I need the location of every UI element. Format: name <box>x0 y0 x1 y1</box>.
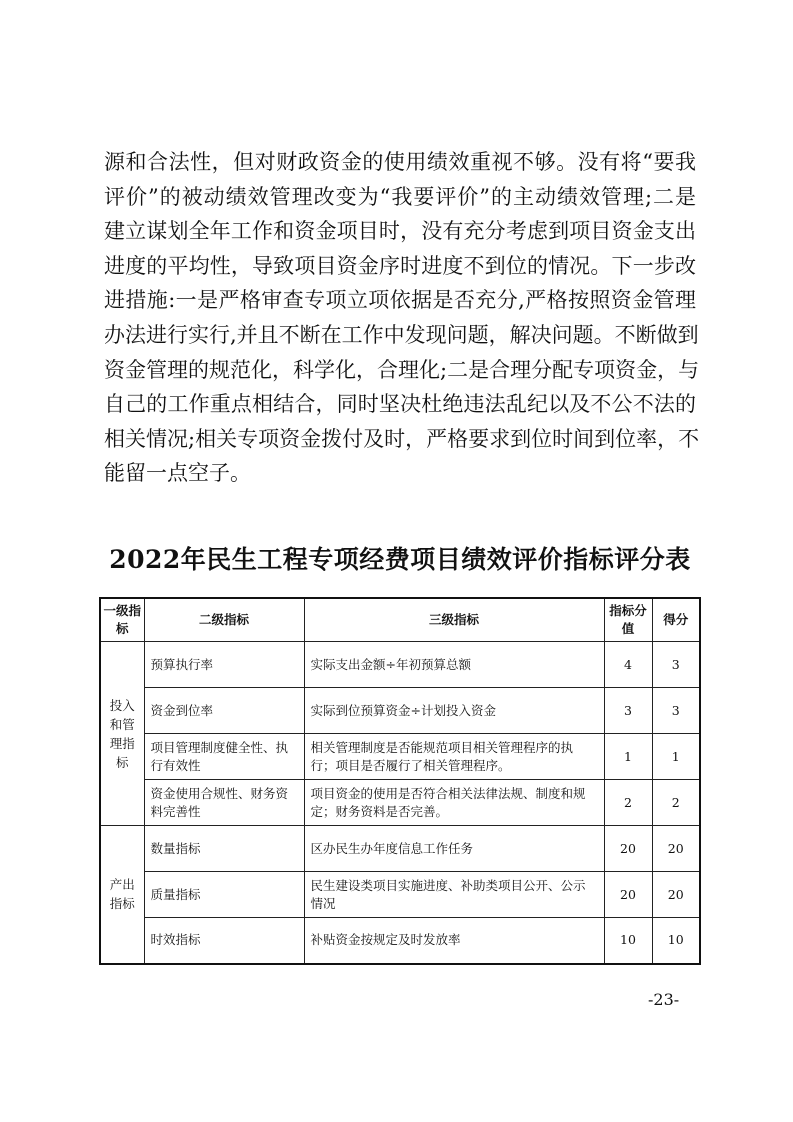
header-level3: 三级指标 <box>304 598 604 642</box>
level2-indicator-cell: 资金到位率 <box>144 688 304 734</box>
level2-indicator-cell: 预算执行率 <box>144 642 304 688</box>
level2-indicator-cell: 项目管理制度健全性、执行有效性 <box>144 734 304 780</box>
table-row <box>100 688 700 734</box>
score-cell: 1 <box>652 734 700 780</box>
level3-indicator-cell: 实际到位预算资金÷计划投入资金 <box>304 688 604 734</box>
weight-cell: 1 <box>604 734 652 780</box>
table-title: 2022年民生工程专项经费项目绩效评价指标评分表 <box>109 545 691 574</box>
score-cell: 3 <box>652 688 700 734</box>
level3-indicator-cell: 区办民生办年度信息工作任务 <box>304 826 604 872</box>
weight-cell: 3 <box>604 688 652 734</box>
level3-indicator-cell: 补贴资金按规定及时发放率 <box>304 918 604 964</box>
paragraph-line: 建立谋划全年工作和资金项目时，没有充分考虑到项目资金支出 <box>104 219 696 244</box>
score-cell: 20 <box>652 826 700 872</box>
header-level2: 二级指标 <box>144 598 304 642</box>
weight-cell: 4 <box>604 642 652 688</box>
weight-cell: 20 <box>604 872 652 918</box>
level2-indicator-cell: 数量指标 <box>144 826 304 872</box>
weight-cell: 2 <box>604 780 652 826</box>
paragraph-line: 能留一点空子。 <box>104 461 251 486</box>
level2-indicator-cell: 资金使用合规性、财务资料完善性 <box>144 780 304 826</box>
paragraph-line: 进措施:一是严格审查专项立项依据是否充分,严格按照资金管理 <box>104 288 696 313</box>
level3-indicator-cell: 项目资金的使用是否符合相关法律法规、制度和规定；财务资料是否完善。 <box>304 780 604 826</box>
table-row <box>100 872 700 918</box>
page-number: -23- <box>648 990 680 1009</box>
paragraph-line: 相关情况;相关专项资金拨付及时，严格要求到位时间到位率，不 <box>104 426 700 451</box>
paragraph-line: 资金管理的规范化，科学化，合理化;二是合理分配专项资金，与 <box>104 357 700 382</box>
score-cell: 2 <box>652 780 700 826</box>
paragraph-line: 办法进行实行,并且不断在工作中发现问题，解决问题。不断做到 <box>104 322 699 347</box>
level2-indicator-cell: 质量指标 <box>144 872 304 918</box>
evaluation-score-table <box>99 597 701 965</box>
paragraph-line: 自己的工作重点相结合，同时坚决杜绝违法乱纪以及不公不法的 <box>104 392 696 417</box>
score-cell: 20 <box>652 872 700 918</box>
paragraph-line: 进度的平均性，导致项目资金序时进度不到位的情况。下一步改 <box>104 253 696 278</box>
table-row <box>100 780 700 826</box>
score-cell: 10 <box>652 918 700 964</box>
paragraph-line: 源和合法性，但对财政资金的使用绩效重视不够。没有将“要我 <box>104 150 696 174</box>
weight-cell: 10 <box>604 918 652 964</box>
weight-cell: 20 <box>604 826 652 872</box>
level3-indicator-cell: 民生建设类项目实施进度、补助类项目公开、公示情况 <box>304 872 604 918</box>
table-row <box>100 734 700 780</box>
table-header-row <box>100 598 700 642</box>
level3-indicator-cell: 实际支出金额÷年初预算总额 <box>304 642 604 688</box>
paragraph-line: 评价”的被动绩效管理改变为“我要评价”的主动绩效管理;二是 <box>104 184 696 209</box>
level3-indicator-cell: 相关管理制度是否能规范项目相关管理程序的执行；项目是否履行了相关管理程序。 <box>304 734 604 780</box>
table-row <box>100 642 700 688</box>
score-cell: 3 <box>652 642 700 688</box>
header-score: 得分 <box>652 598 700 642</box>
header-level1: 一级指标 <box>100 598 144 642</box>
level1-indicator-cell: 产出指标 <box>100 826 144 964</box>
table-row <box>100 918 700 964</box>
body-paragraph <box>104 145 700 491</box>
level1-indicator-cell: 投入和管理指标 <box>100 642 144 826</box>
header-weight: 指标分值 <box>604 598 652 642</box>
table-row <box>100 826 700 872</box>
level2-indicator-cell: 时效指标 <box>144 918 304 964</box>
